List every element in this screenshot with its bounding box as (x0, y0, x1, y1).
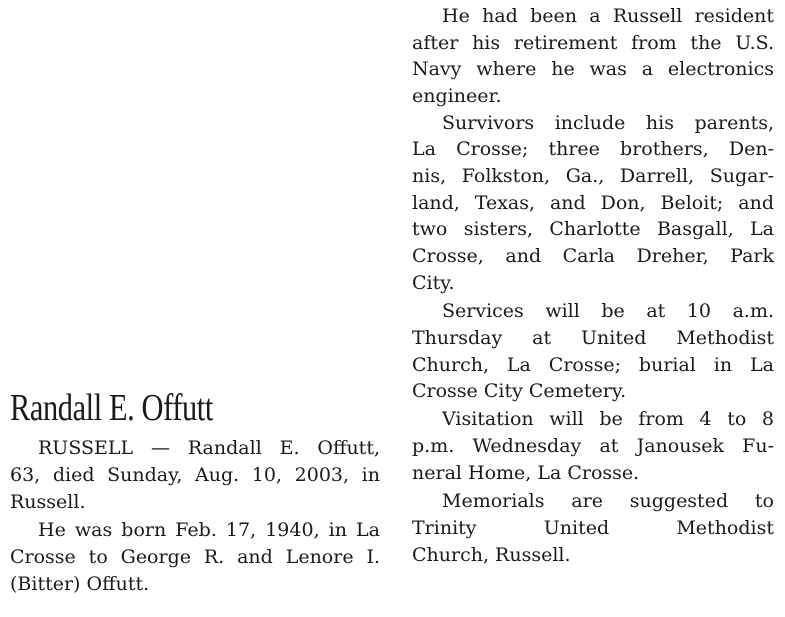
text-line: neral Home, La Crosse. (412, 462, 640, 484)
text-line: Church, Russell. (412, 544, 571, 566)
text-line: after his retirement from the U.S. (412, 32, 774, 54)
obituary-headline: Randall E. Offutt (10, 387, 213, 429)
text-line: Visitation will be from 4 to 8 (442, 408, 774, 430)
text-line: Crosse City Cemetery. (412, 380, 627, 402)
text-line: Services will be at 10 a.m. (442, 300, 774, 322)
text-line: (Bitter) Offutt. (10, 573, 150, 595)
text-line: p.m. Wednesday at Janousek Fu- (412, 435, 774, 457)
text-line: La Crosse; three brothers, Den- (412, 138, 774, 160)
text-line: nis, Folkston, Ga., Darrell, Sugar- (412, 165, 774, 187)
text-line: City. (412, 272, 455, 294)
text-line: engineer. (412, 85, 502, 107)
text-line: He was born Feb. 17, 1940, in La (38, 519, 380, 541)
text-line: land, Texas, and Don, Beloit; and (412, 192, 774, 214)
text-line: Survivors include his parents, (442, 112, 774, 134)
text-line: Crosse, and Carla Dreher, Park (412, 245, 774, 267)
text-line: Navy where he was a electronics (412, 58, 774, 80)
text-line: He had been a Russell resident (442, 5, 774, 27)
text-line: two sisters, Charlotte Basgall, La (412, 218, 774, 240)
text-line: Russell. (10, 491, 86, 513)
text-line: Crosse to George R. and Lenore I. (10, 546, 380, 568)
text-line: Memorials are suggested to (442, 490, 774, 512)
text-line: Trinity United Methodist (412, 517, 774, 539)
text-line: 63, died Sunday, Aug. 10, 2003, in (10, 464, 380, 486)
text-line: Church, La Crosse; burial in La (412, 354, 774, 376)
text-line: RUSSELL — Randall E. Offutt, (38, 437, 380, 459)
text-line: Thursday at United Methodist (412, 327, 774, 349)
